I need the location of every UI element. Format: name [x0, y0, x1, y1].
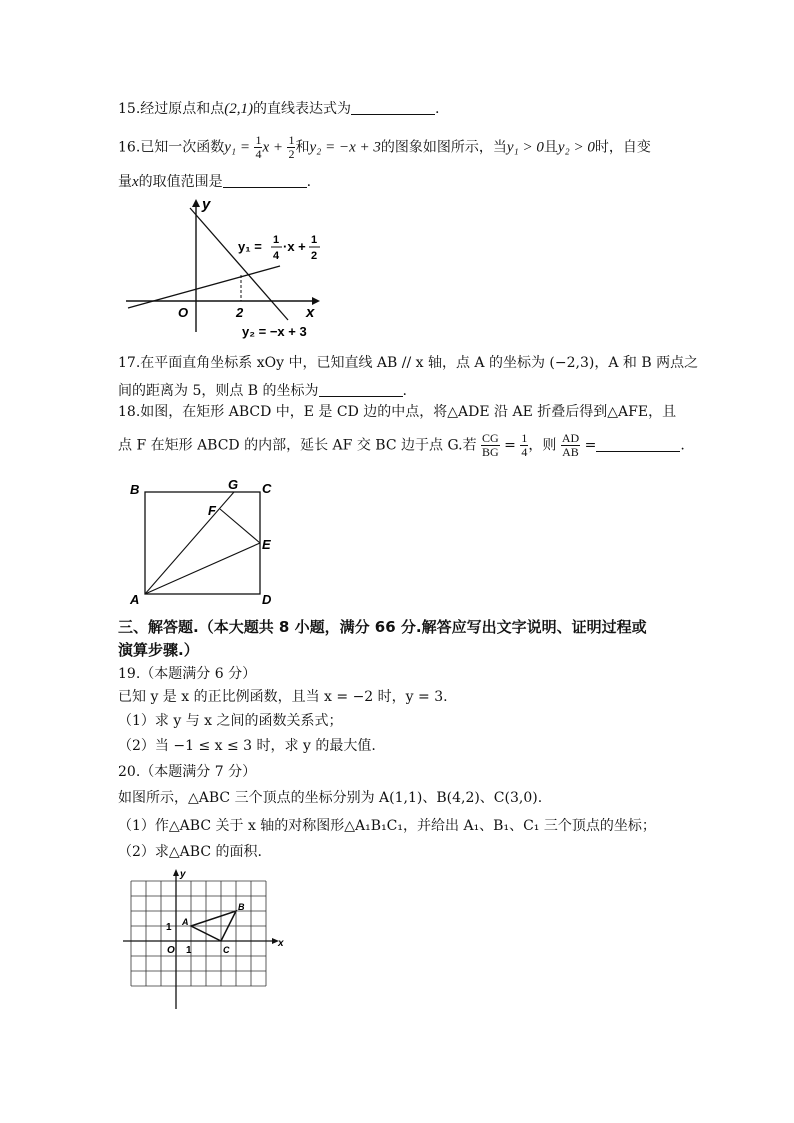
label-b: B — [130, 482, 140, 497]
q17-answer-blank[interactable] — [319, 382, 403, 397]
q19-part1: （1）求 y 与 x 之间的函数关系式； — [118, 713, 343, 729]
q18-f2-num: 1 — [521, 431, 528, 445]
question-16-line1 — [118, 134, 651, 161]
q17-line2: 间的距离为 5，则点 B 的坐标为 — [118, 383, 319, 399]
question-18-line2 — [118, 432, 685, 459]
section-3-heading-line1 — [118, 617, 647, 637]
q18-f2-den: 4 — [521, 445, 528, 459]
q20-stem: 如图所示，△ABC 三个顶点的坐标分别为 A(1,1)、B(4,2)、C(3,0). — [118, 790, 543, 806]
segment-ag — [145, 492, 234, 594]
q16-qie: 且 — [543, 139, 558, 156]
section-3-line2: 演算步骤.） — [118, 641, 199, 659]
q20-label-origin: O — [167, 945, 175, 956]
q16-line-y2 — [190, 208, 288, 320]
q18-answer-blank[interactable] — [596, 437, 680, 452]
q20-y-arrow — [173, 869, 179, 876]
q20-part2: （2）求△ABC 的面积. — [118, 844, 262, 860]
label-a: A — [130, 592, 140, 607]
q18-frac-cg-bg — [481, 432, 500, 459]
q16-label-origin: O — [178, 305, 189, 320]
rect-abcd — [145, 492, 260, 594]
q16-end: . — [306, 174, 312, 190]
q18-eq: = — [504, 437, 516, 454]
q18-f1-num: CG — [482, 431, 499, 445]
question-16-line2 — [118, 172, 311, 192]
q19-stem: 已知 y 是 x 的正比例函数，且当 x = −2 时，y = 3. — [118, 689, 448, 705]
segment-ae — [145, 543, 260, 594]
q16-y2-label: y₂ = −x + 3 — [242, 324, 307, 339]
q16-y-arrow — [192, 199, 200, 207]
q16-and: 和 — [295, 139, 310, 156]
q16-y1-f2-den: 2 — [311, 250, 318, 262]
q17-end: . — [402, 383, 407, 399]
q16-y1-f1-den: 4 — [273, 250, 280, 262]
q17-line1: 17.在平面直角坐标系 xOy 中，已知直线 AB // x 轴，点 A 的坐标为 (−2,3)，A 和 B 两点之 — [118, 355, 699, 371]
q20-part1: （1）作△ABC 关于 x 轴的对称图形△A₁B₁C₁，并给出 A₁、B₁、C₁ 三个顶点的坐标； — [118, 818, 656, 834]
label-d: D — [262, 592, 272, 607]
label-c: C — [262, 481, 272, 496]
q18-then: ，则 — [528, 437, 557, 454]
q16-var: x — [132, 174, 139, 190]
section-3-line1: 三、解答题.（本大题共 8 小题，满分 66 分.解答应写出文字说明、证明过程或 — [118, 618, 647, 636]
q16-frac2-den: 2 — [288, 147, 295, 161]
q16-graph — [120, 196, 340, 346]
q16-line-y1 — [128, 266, 280, 308]
q18-f3-den: AB — [562, 445, 579, 459]
q18-f3-num: AD — [561, 431, 580, 445]
q16-y1-f1-num: 1 — [273, 234, 280, 246]
q18-line2-a: 点 F 在矩形 ABCD 的内部，延长 AF 交 BC 边于点 G.若 — [118, 437, 477, 454]
q16-y2-expr: y₂ = −x + 3 — [309, 139, 381, 156]
q15-end: . — [435, 101, 440, 117]
q20-grid — [118, 866, 293, 1016]
q16-prefix: 16.已知一次函数 — [118, 139, 225, 156]
label-e: E — [262, 537, 271, 552]
q16-label-y: y — [202, 196, 211, 213]
label-g: G — [228, 477, 239, 492]
q20-tick-x1: 1 — [186, 945, 192, 956]
q16-y1-mid: ·x + — [283, 239, 306, 254]
q20-tick-y1: 1 — [166, 922, 172, 933]
label-f: F — [208, 503, 216, 518]
section-3-heading-line2 — [118, 640, 199, 660]
q18-eq2: = — [584, 437, 597, 454]
question-15 — [118, 99, 439, 119]
segment-fe — [220, 509, 260, 543]
q20-label-y: y — [180, 869, 186, 880]
q15-answer-blank[interactable] — [351, 100, 435, 115]
q18-f1-den: BG — [482, 445, 499, 459]
q16-answer-blank[interactable] — [223, 173, 307, 188]
q16-y1-label: y₁ = — [238, 239, 262, 254]
q16-frac1-den: 4 — [255, 147, 262, 161]
question-17-line1 — [118, 353, 698, 373]
q18-figure — [125, 474, 285, 610]
q16-label-2: 2 — [236, 305, 244, 320]
q19-part2: （2）当 −1 ≤ x ≤ 3 时，求 y 的最大值. — [118, 738, 376, 754]
q16-cond1: y₁ > 0 — [506, 139, 544, 156]
q16-line2-b: 的取值范围是 — [138, 174, 223, 190]
q15-point: (2,1) — [224, 101, 254, 117]
question-17-line2 — [118, 381, 407, 401]
question-18-line1 — [118, 402, 676, 422]
q16-mid: 的图象如图所示，当 — [380, 139, 507, 156]
q16-y1-f2-num: 1 — [311, 234, 318, 246]
q16-y1-lhs: y₁ = — [224, 139, 251, 156]
q16-line2-a: 量 — [118, 174, 132, 190]
q19-title: 19.（本题满分 6 分） — [118, 666, 257, 682]
q18-frac-ad-ab — [561, 432, 580, 459]
q16-frac2-num: 1 — [288, 133, 295, 147]
q20-title: 20.（本题满分 7 分） — [118, 764, 257, 780]
q20-label-b: B — [238, 902, 245, 912]
q16-label-x: x — [306, 304, 315, 321]
q18-line1: 18.如图，在矩形 ABCD 中，E 是 CD 边的中点，将△ADE 沿 AE 折叠后得到△AFE，且 — [118, 404, 677, 420]
grid-lines — [131, 881, 266, 986]
q16-x-plus: x + — [262, 139, 283, 156]
q20-label-a: A — [182, 917, 189, 927]
q20-label-c: C — [223, 945, 230, 955]
q15-prefix: 15.经过原点和点 — [118, 101, 225, 117]
q20-label-x: x — [278, 938, 284, 949]
q16-frac1-num: 1 — [255, 133, 262, 147]
q16-cond2: y₂ > 0 — [557, 139, 595, 156]
q16-tail: 时，自变 — [594, 139, 651, 156]
q15-suffix: 的直线表达式为 — [253, 101, 352, 117]
q18-end: . — [680, 437, 685, 454]
